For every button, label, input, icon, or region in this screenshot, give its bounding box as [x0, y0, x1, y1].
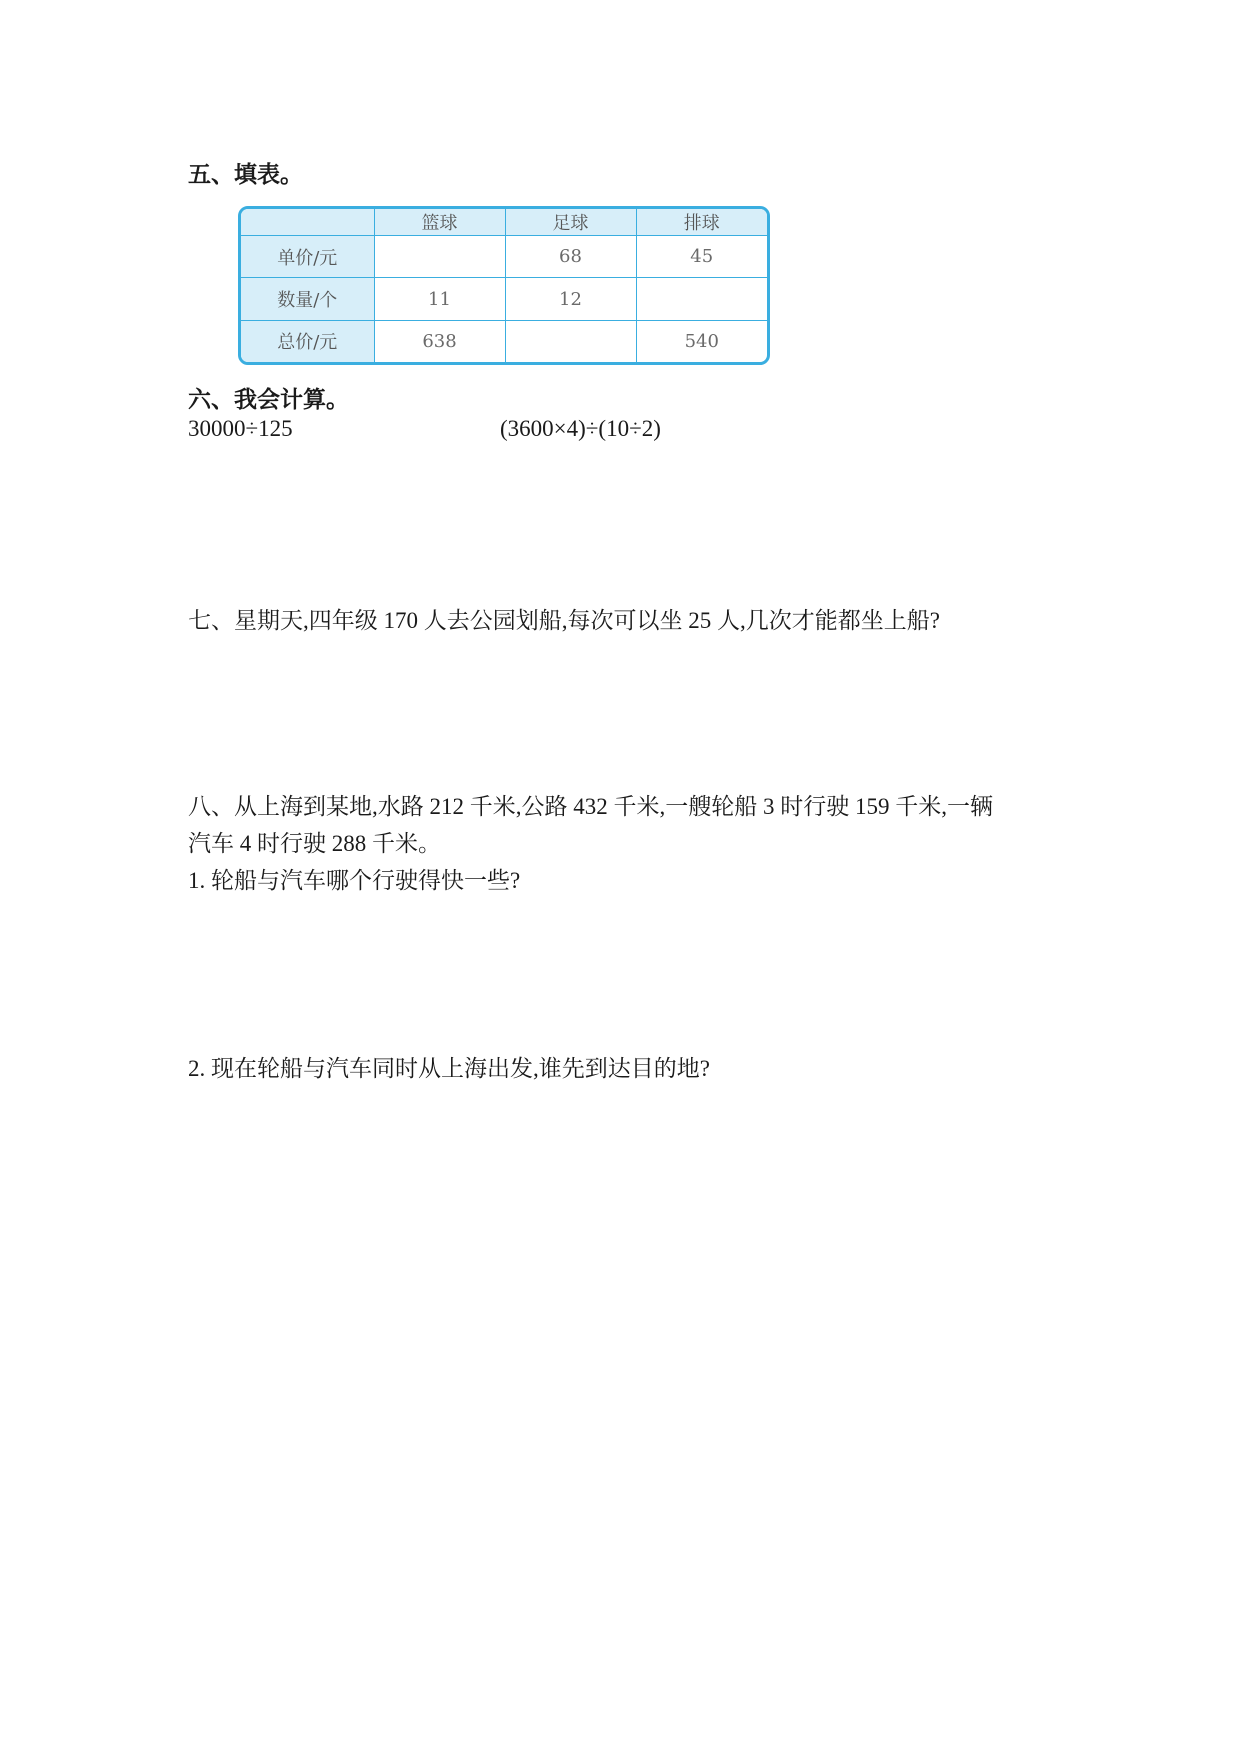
table-cell[interactable]: 11 — [374, 278, 505, 320]
table-row-unit-price — [241, 236, 767, 278]
table-header-row — [241, 209, 767, 236]
calculation-expression-2: (3600×4)÷(10÷2) — [500, 416, 661, 441]
table-cell[interactable]: 638 — [374, 320, 505, 362]
price-table — [241, 209, 767, 362]
table-cell[interactable]: 540 — [636, 320, 767, 362]
table-header-corner — [241, 209, 374, 236]
question-8-sub-question-1: 1. 轮船与汽车哪个行驶得快一些? — [188, 868, 521, 893]
row-label-total-price: 总价/元 — [241, 320, 374, 362]
price-table-frame — [238, 206, 770, 365]
table-cell[interactable]: 45 — [636, 236, 767, 278]
question-7: 七、星期天,四年级 170 人去公园划船,每次可以坐 25 人,几次才能都坐上船? — [188, 608, 940, 633]
table-row-total-price — [241, 320, 767, 362]
table-cell[interactable]: 12 — [505, 278, 636, 320]
table-cell[interactable] — [374, 236, 505, 278]
table-row-quantity — [241, 278, 767, 320]
row-label-quantity: 数量/个 — [241, 278, 374, 320]
calculation-expression-1: 30000÷125 — [188, 416, 293, 441]
table-cell[interactable] — [636, 278, 767, 320]
question-8-sub-question-2: 2. 现在轮船与汽车同时从上海出发,谁先到达目的地? — [188, 1056, 710, 1081]
question-8-line-1: 八、从上海到某地,水路 212 千米,公路 432 千米,一艘轮船 3 时行驶 159 千米,一辆 — [188, 794, 993, 819]
section-5-title: 五、填表。 — [188, 162, 303, 188]
table-header-basketball: 篮球 — [374, 209, 505, 236]
section-6-title: 六、我会计算。 — [188, 387, 349, 413]
table-cell[interactable] — [505, 320, 636, 362]
table-header-football: 足球 — [505, 209, 636, 236]
table-cell[interactable]: 68 — [505, 236, 636, 278]
row-label-unit-price: 单价/元 — [241, 236, 374, 278]
question-8-line-2: 汽车 4 时行驶 288 千米。 — [188, 831, 441, 856]
table-header-volleyball: 排球 — [636, 209, 767, 236]
